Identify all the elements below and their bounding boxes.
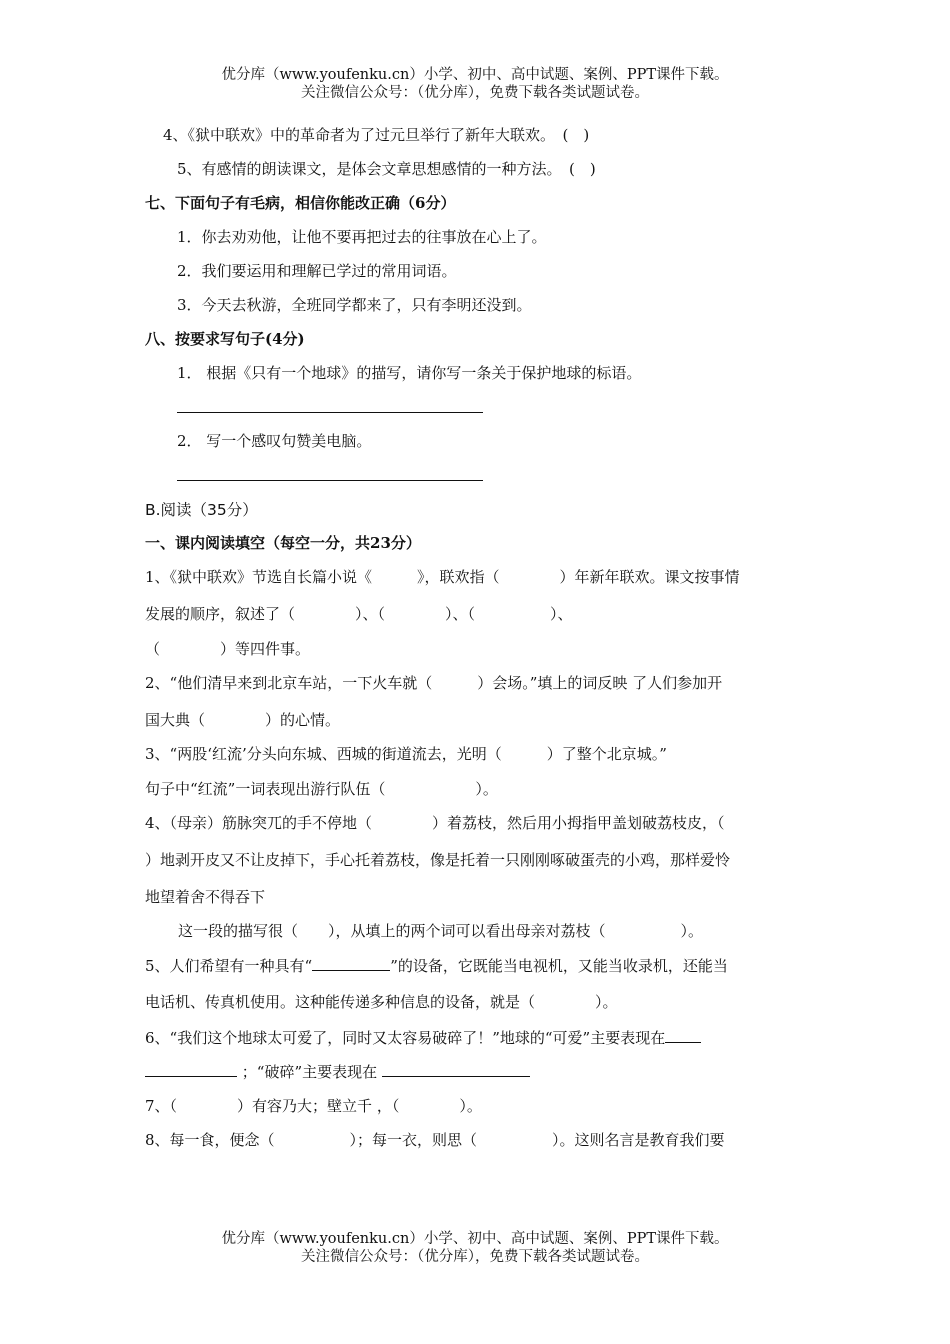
- q4-line-1: 4、（母亲）筋脉突兀的手不停地（ ）着荔枝，然后用小拇指甲盖划破荔枝皮，（: [145, 814, 725, 832]
- q5-line-1: [145, 955, 728, 976]
- q5-blank[interactable]: [312, 956, 390, 971]
- answer-line-2[interactable]: [177, 480, 483, 481]
- header-line-2: 关注微信公众号：（优分库），免费下载各类试题试卷。: [301, 85, 649, 101]
- q6-line-2: [145, 1061, 530, 1082]
- section7-title: 七、下面句子有毛病，相信你能改正确（6分）: [145, 194, 456, 212]
- q6-text-a: 6、“我们这个地球太可爱了，同时又太容易破碎了！”地球的“可爱”主要表现在: [145, 1029, 666, 1047]
- section8-title: 八、按要求写句子(4分): [145, 330, 305, 348]
- q6-blank-2[interactable]: [382, 1062, 530, 1077]
- q6-blank-1a[interactable]: [665, 1028, 701, 1043]
- q4-line-3: 地望着舍不得吞下: [145, 888, 266, 906]
- q3-line-1: 3、“两股‘红流’分头向东城、西城的街道流去，光明（ ）了整个北京城。”: [145, 745, 667, 763]
- q1-line-2: 发展的顺序，叙述了（ ）、（ ）、（ ）、: [145, 605, 573, 623]
- section7-item-1: 1．你去劝劝他，让他不要再把过去的往事放在心上了。: [177, 228, 547, 246]
- q6-blank-1b[interactable]: [145, 1062, 237, 1077]
- judge-item-4: 4、《狱中联欢》中的革命者为了过元旦举行了新年大联欢。 ( ): [163, 126, 590, 144]
- header-line-1: 优分库（www.youfenku.cn）小学、初中、高中试题、案例、PPT课件下载。: [221, 67, 729, 83]
- section8-item-1: 1． 根据《只有一个地球》的描写，请你写一条关于保护地球的标语。: [177, 364, 642, 382]
- section8-item-2: 2． 写一个感叹句赞美电脑。: [177, 432, 372, 450]
- q5-text-b: ”的设备，它既能当电视机，又能当收录机，还能当: [390, 957, 728, 975]
- section7-item-3: 3．今天去秋游，全班同学都来了，只有李明还没到。: [177, 296, 532, 314]
- q5-line-2: 电话机、传真机使用。这种能传递多种信息的设备，就是（ ）。: [145, 993, 618, 1011]
- judge-item-5: 5、有感情的朗读课文，是体会文章思想感情的一种方法。 ( ): [177, 160, 596, 178]
- q8-line: 8、每一食，便念（ ）；每一衣，则思（ ）。这则名言是教育我们要: [145, 1131, 725, 1149]
- page-footer: [0, 1230, 950, 1266]
- q6-text-b: ；“破碎”主要表现在: [241, 1063, 378, 1081]
- footer-line-1: 优分库（www.youfenku.cn）小学、初中、高中试题、案例、PPT课件下载。: [221, 1231, 729, 1247]
- footer-line-2: 关注微信公众号：（优分库），免费下载各类试题试卷。: [301, 1249, 649, 1265]
- q2-line-1: 2、“他们清早来到北京车站，一下火车就（ ）会场。”填上的词反映 了人们参加开: [145, 674, 723, 692]
- q6-line-1: [145, 1027, 701, 1048]
- partB-sub1-title: 一、课内阅读填空（每空一分，共23分）: [145, 534, 421, 552]
- q5-text-a: 5、人们希望有一种具有“: [145, 957, 313, 975]
- section7-item-2: 2．我们要运用和理解已学过的常用词语。: [177, 262, 457, 280]
- q1-line-3: （ ）等四件事。: [145, 640, 311, 658]
- page-header: [0, 66, 950, 102]
- q7-line: 7、（ ）有容乃大；壁立千 ，（ ）。: [145, 1097, 482, 1115]
- q2-line-2: 国大典（ ）的心情。: [145, 711, 341, 729]
- q4-line-4: 这一段的描写很（ ），从填上的两个词可以看出母亲对荔枝（ ）。: [163, 922, 704, 940]
- partB-title: B.阅读（35分）: [145, 501, 258, 519]
- q3-line-2: 句子中“红流”一词表现出游行队伍（ ）。: [145, 780, 498, 798]
- q4-line-2: ）地剥开皮又不让皮掉下，手心托着荔枝，像是托着一只刚刚啄破蛋壳的小鸡，那样爱怜: [145, 851, 731, 869]
- answer-line-1[interactable]: [177, 412, 483, 413]
- q1-line-1: 1、《狱中联欢》节选自长篇小说《 》，联欢指（ ）年新年联欢。课文按事情: [145, 568, 740, 586]
